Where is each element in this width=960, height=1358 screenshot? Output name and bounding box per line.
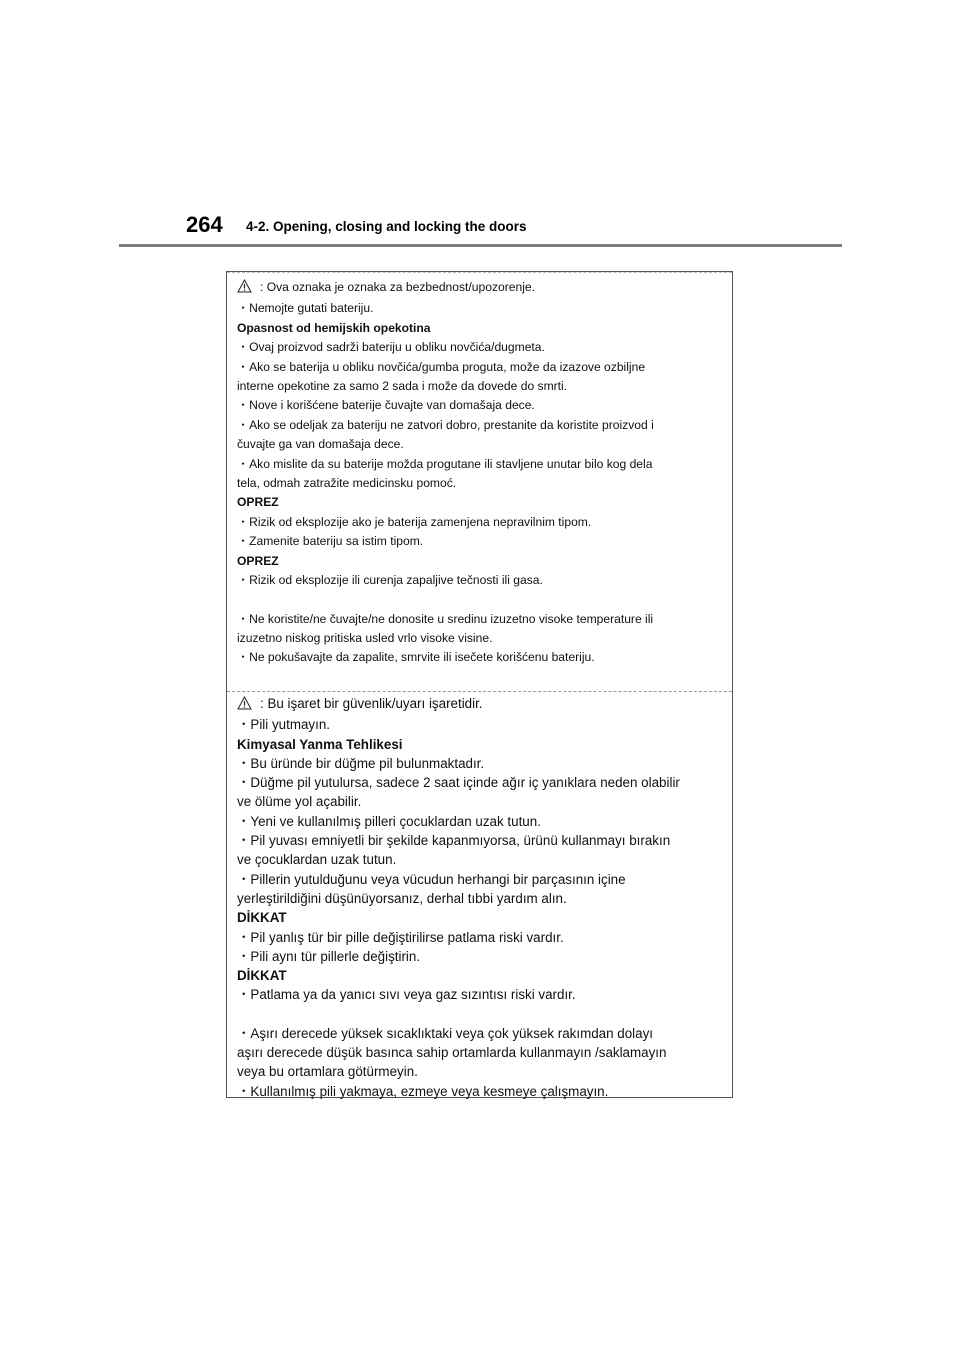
turkish-warning-text: : Bu işaret bir güvenlik/uyarı işaretidir.	[260, 696, 483, 711]
text-line: aşırı derecede düşük basınca sahip ortamlarda kullanmayın /saklamayın	[237, 1045, 667, 1061]
text-line: ・Pillerin yutulduğunu veya vücudun herhangi bir parçasının içine	[237, 871, 626, 887]
text-line: interne opekotine za samo 2 sada i može da dovede do smrti.	[237, 379, 568, 394]
text-line: ・Pili aynı tür pillerle değiştirin.	[237, 948, 421, 964]
text-line: ・Kullanılmış pili yakmaya, ezmeye veya kesmeye çalışmayın.	[237, 1083, 609, 1099]
top-dashed-divider	[227, 272, 732, 273]
warning-triangle-icon	[237, 696, 252, 715]
text-line: ・Pil yanlış tür bir pille değiştirilirse patlama riski vardır.	[237, 929, 564, 945]
text-line: ・Aşırı derecede yüksek sıcaklıktaki veya çok yüksek rakımdan dolayı	[237, 1025, 654, 1041]
section-heading: OPREZ	[237, 553, 279, 568]
text-line: izuzetno niskog pritiska usled vrlo visoke visine.	[237, 630, 493, 645]
paragraph-gap	[237, 591, 724, 610]
text-line: ・Ako mislite da su baterije možda progutane ili stavljene unutar bilo kog dela	[237, 456, 653, 471]
serbian-warning-section	[237, 278, 724, 668]
text-line: ・Ovaj proizvod sadrži bateriju u obliku novčića/dugmeta.	[237, 340, 545, 355]
text-line: ve ölüme yol açabilir.	[237, 794, 362, 810]
serbian-text-lines	[237, 299, 724, 667]
text-line: čuvajte ga van domašaja dece.	[237, 437, 404, 452]
text-line: ・Pili yutmayın.	[237, 717, 331, 733]
text-line: ve çocuklardan uzak tutun.	[237, 852, 397, 868]
section-title: 4-2. Opening, closing and locking the doors	[246, 219, 527, 234]
section-heading: DİKKAT	[237, 968, 287, 984]
section-heading: DİKKAT	[237, 910, 287, 926]
text-line: ・Pil yuvası emniyetli bir şekilde kapanmıyorsa, ürünü kullanmayı bırakın	[237, 833, 671, 849]
text-line: ・Nemojte gutati bateriju.	[237, 301, 374, 316]
section-heading: Kimyasal Yanma Tehlikesi	[237, 736, 403, 752]
text-line: ・Patlama ya da yanıcı sıvı veya gaz sızıntısı riski vardır.	[237, 987, 576, 1003]
text-line: veya bu ortamlara götürmeyin.	[237, 1064, 418, 1080]
text-line: ・Yeni ve kullanılmış pilleri çocuklardan uzak tutun.	[237, 813, 541, 829]
page-number: 264	[186, 212, 223, 237]
battery-warning-box	[226, 271, 733, 1098]
text-line: ・Ne koristite/ne čuvajte/ne donosite u sredinu izuzetno visoke temperature ili	[237, 611, 654, 626]
serbian-warning-line	[237, 278, 724, 299]
section-heading: OPREZ	[237, 495, 279, 510]
text-line: ・Nove i korišćene baterije čuvajte van domašaja dece.	[237, 398, 535, 413]
text-line: ・Zamenite bateriju sa istim tipom.	[237, 534, 424, 549]
text-line: tela, odmah zatražite medicinsku pomoć.	[237, 476, 457, 491]
turkish-warning-section	[237, 694, 724, 1101]
section-dashed-divider	[227, 691, 732, 692]
section-heading: Opasnost od hemijskih opekotina	[237, 320, 431, 335]
text-line: ・Ako se baterija u obliku novčića/gumba proguta, može da izazove ozbiljne	[237, 359, 646, 374]
page-header	[0, 0, 960, 260]
warning-triangle-icon	[237, 279, 252, 299]
turkish-warning-line	[237, 694, 724, 715]
text-line: ・Ako se odeljak za bateriju ne zatvori dobro, prestanite da koristite proizvod i	[237, 417, 654, 432]
paragraph-gap	[237, 1005, 724, 1024]
text-line: ・Rizik od eksplozije ako je baterija zamenjena nepravilnim tipom.	[237, 514, 592, 529]
text-line: ・Rizik od eksplozije ili curenja zapaljive tečnosti ili gasa.	[237, 573, 543, 588]
text-line: ・Düğme pil yutulursa, sadece 2 saat içinde ağır iç yanıklara neden olabilir	[237, 775, 680, 791]
serbian-warning-text: : Ova oznaka je oznaka za bezbednost/upozorenje.	[260, 280, 535, 294]
header-divider	[119, 244, 842, 247]
text-line: ・Ne pokušavajte da zapalite, smrvite ili isečete korišćenu bateriju.	[237, 650, 595, 665]
turkish-text-lines	[237, 715, 724, 1101]
text-line: yerleştirildiğini düşünüyorsanız, derhal tıbbi yardım alın.	[237, 890, 567, 906]
text-line: ・Bu üründe bir düğme pil bulunmaktadır.	[237, 755, 485, 771]
